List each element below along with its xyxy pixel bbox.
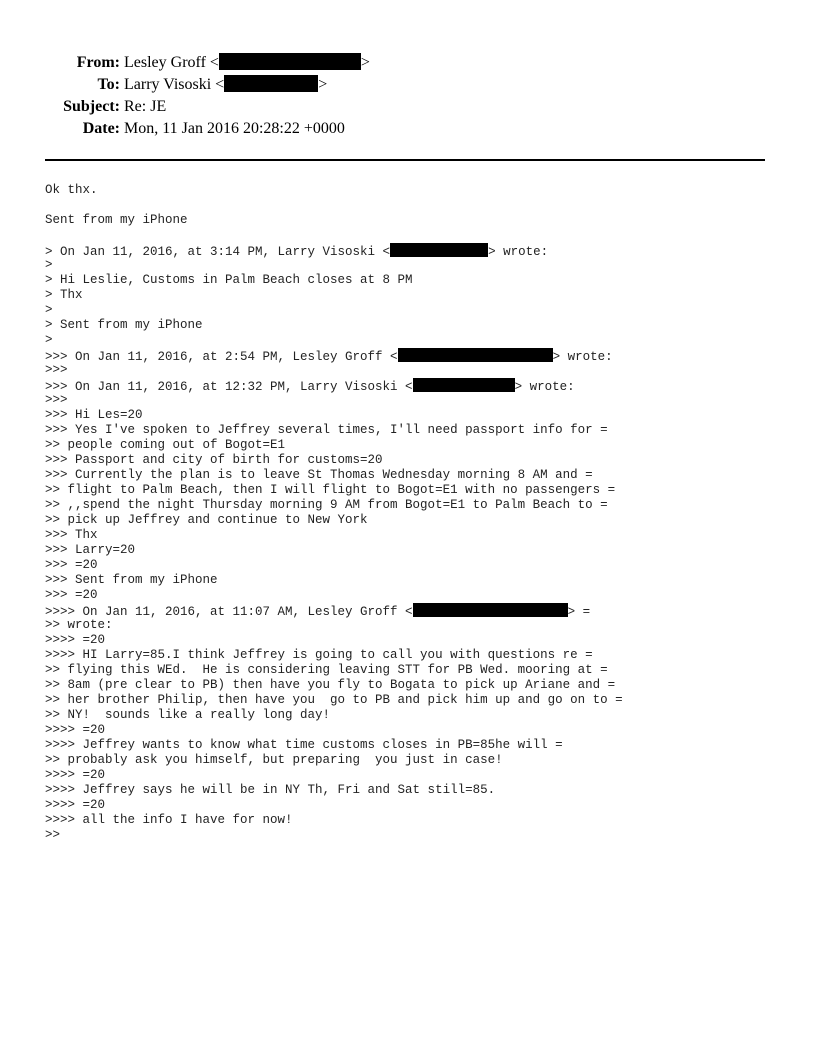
body-line: > Hi Leslie, Customs in Palm Beach closes at 8 PM — [45, 273, 413, 287]
body-line: >>>> =20 — [45, 768, 106, 782]
body-line: >>>> all the info I have for now! — [45, 813, 293, 827]
body-line: >>>> =20 — [45, 633, 106, 647]
body-line: >>> Thx — [45, 528, 98, 542]
email-body — [45, 183, 775, 843]
from-row — [0, 52, 816, 74]
subject-value: Re: JE — [124, 98, 167, 115]
date-row — [0, 118, 816, 140]
header-divider — [45, 159, 765, 161]
body-line: >>>> Jeffrey wants to know what time customs closes in PB=85he will = — [45, 738, 563, 752]
body-line — [45, 198, 775, 213]
body-line: > — [45, 303, 53, 317]
date-value: Mon, 11 Jan 2016 20:28:22 +0000 — [124, 120, 345, 137]
body-line: > Thx — [45, 288, 83, 302]
body-line: > — [45, 258, 53, 272]
body-line: >> — [45, 828, 61, 842]
subject-row — [0, 96, 816, 118]
redacted-email — [219, 53, 361, 70]
email-header — [0, 52, 816, 140]
body-line: >>> Passport and city of birth for customs=20 — [45, 453, 383, 467]
body-line: >>>> =20 — [45, 798, 106, 812]
quote-attribution: >>>> On Jan 11, 2016, at 11:07 AM, Lesley Groff < > = — [45, 605, 591, 619]
to-label: To: — [97, 76, 120, 93]
quote-attribution: >>> On Jan 11, 2016, at 12:32 PM, Larry Visoski < > wrote: — [45, 380, 575, 394]
body-line: >>>> HI Larry=85.I think Jeffrey is going to call you with questions re = — [45, 648, 593, 662]
body-line: >> her brother Philip, then have you go to PB and pick him up and go on to = — [45, 693, 623, 707]
body-line: > Sent from my iPhone — [45, 318, 203, 332]
quote-attribution: > On Jan 11, 2016, at 3:14 PM, Larry Visoski < > wrote: — [45, 245, 549, 259]
body-line: Sent from my iPhone — [45, 213, 188, 227]
body-line: >>> Sent from my iPhone — [45, 573, 218, 587]
to-end: > — [318, 76, 328, 93]
body-line: >> flight to Palm Beach, then I will flight to Bogot=E1 with no passengers = — [45, 483, 616, 497]
redacted-email — [390, 243, 488, 257]
body-line: >> NY! sounds like a really long day! — [45, 708, 331, 722]
from-label: From: — [76, 54, 120, 71]
body-line: >> pick up Jeffrey and continue to New York — [45, 513, 368, 527]
body-line: >>>> =20 — [45, 723, 106, 737]
redacted-email — [413, 378, 515, 392]
from-name: Lesley Groff < — [124, 54, 219, 71]
body-line: >> wrote: — [45, 618, 113, 632]
body-line: >> probably ask you himself, but preparing you just in case! — [45, 753, 503, 767]
body-line: >>> Larry=20 — [45, 543, 136, 557]
redacted-email — [224, 75, 318, 92]
body-line: > — [45, 333, 53, 347]
body-line: >>> Yes I've spoken to Jeffrey several times, I'll need passport info for = — [45, 423, 608, 437]
body-line: >>> =20 — [45, 558, 98, 572]
redacted-email — [413, 603, 568, 617]
to-name: Larry Visoski < — [124, 76, 225, 93]
body-line: >>> — [45, 363, 68, 377]
subject-label: Subject: — [63, 98, 120, 115]
quote-attribution: >>> On Jan 11, 2016, at 2:54 PM, Lesley Groff < > wrote: — [45, 350, 613, 364]
body-line: >>>> Jeffrey says he will be in NY Th, Fri and Sat still=85. — [45, 783, 496, 797]
from-end: > — [360, 54, 370, 71]
body-line: >>> Hi Les=20 — [45, 408, 143, 422]
body-line: >>> — [45, 393, 68, 407]
body-line: >> ,,spend the night Thursday morning 9 AM from Bogot=E1 to Palm Beach to = — [45, 498, 608, 512]
redacted-email — [398, 348, 553, 362]
body-line: >>> =20 — [45, 588, 98, 602]
body-line — [45, 228, 775, 243]
body-line: >> 8am (pre clear to PB) then have you fly to Bogata to pick up Ariane and = — [45, 678, 616, 692]
body-line: >> people coming out of Bogot=E1 — [45, 438, 286, 452]
to-row — [0, 74, 816, 96]
body-line: >> flying this WEd. He is considering leaving STT for PB Wed. mooring at = — [45, 663, 608, 677]
body-line: >>> Currently the plan is to leave St Thomas Wednesday morning 8 AM and = — [45, 468, 593, 482]
body-line: Ok thx. — [45, 183, 98, 197]
date-label: Date: — [82, 120, 120, 137]
